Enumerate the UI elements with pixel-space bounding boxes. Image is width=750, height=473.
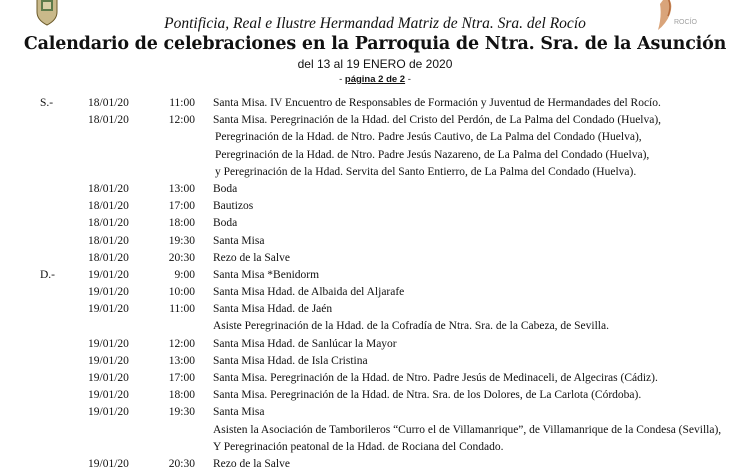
page-title: Calendario de celebraciones en la Parroquia de Ntra. Sra. de la Asunción: [23, 34, 727, 54]
event-description: Rezo de la Salve: [213, 251, 290, 264]
event-time: 12:00: [168, 337, 195, 350]
event-date: 19/01/20: [88, 457, 129, 470]
event-description: Peregrinación de la Hdad. de Ntro. Padre Jesús Nazareno, de La Palma del Condado (Huelva),: [215, 148, 650, 161]
event-time: 20:30: [168, 251, 195, 264]
event-description: Peregrinación de la Hdad. de Ntro. Padre Jesús Cautivo, de La Palma del Condado (Huelva),: [215, 131, 642, 144]
event-date: 19/01/20: [88, 337, 129, 350]
schedule-row: [0, 129, 750, 146]
event-date: 19/01/20: [88, 389, 129, 402]
schedule-row: [0, 112, 750, 129]
schedule-row: [0, 301, 750, 318]
event-description: Santa Misa Hdad. de Sanlúcar la Mayor: [213, 337, 397, 350]
event-date: 19/01/20: [88, 354, 129, 367]
event-description: Santa Misa Hdad. de Isla Cristina: [213, 354, 368, 367]
event-date: 18/01/20: [88, 217, 129, 230]
event-description: Bautizos: [213, 200, 254, 213]
event-time: 11:00: [169, 303, 195, 316]
event-description: Santa Misa. Peregrinación de la Hdad. del Cristo del Perdón, de La Palma del Condado (Huelva),: [213, 114, 662, 127]
schedule-row: [0, 353, 750, 370]
event-date: 19/01/20: [88, 286, 129, 299]
schedule-list: [0, 95, 750, 473]
event-description: y Peregrinación de la Hdad. Servita del Santo Entierro, de La Palma del Condado (Huelva).: [215, 165, 637, 178]
day-label: S.-: [40, 97, 54, 109]
schedule-row: [0, 250, 750, 267]
date-range: del 13 al 19 ENERO de 2020: [297, 57, 453, 71]
event-description: Asisten la Asociación de Tamborileros “Curro el de Villamanrique”, de Villamanrique de la Condesa (Sevilla),: [213, 423, 722, 436]
event-date: 18/01/20: [88, 182, 129, 195]
schedule-row: [0, 215, 750, 232]
event-time: 19:30: [168, 406, 195, 419]
event-time: 9:00: [174, 268, 195, 281]
event-description: Boda: [213, 182, 238, 195]
event-time: 18:00: [168, 217, 195, 230]
event-time: 20:30: [168, 457, 195, 470]
event-date: 19/01/20: [88, 372, 129, 384]
schedule-row: [0, 284, 750, 301]
schedule-row: [0, 164, 750, 181]
event-date: 18/01/20: [88, 114, 129, 127]
event-description: Santa Misa: [213, 406, 265, 419]
event-description: Santa Misa. Peregrinación de la Hdad. de Ntro. Padre Jesús de Medinaceli, de Algeciras (Cádiz).: [213, 372, 658, 384]
event-description: Santa Misa Hdad. de Jaén: [213, 303, 333, 316]
event-time: 10:00: [168, 286, 195, 299]
schedule-row: [0, 318, 750, 335]
event-description: Santa Misa *Benidorm: [213, 268, 320, 281]
event-time: 13:00: [168, 354, 195, 367]
schedule-row: [0, 404, 750, 421]
event-date: 19/01/20: [88, 406, 129, 419]
event-time: 13:00: [168, 182, 195, 195]
schedule-row: [0, 336, 750, 353]
schedule-row: [0, 456, 750, 473]
event-date: 18/01/20: [88, 97, 129, 109]
schedule-row: [0, 181, 750, 198]
schedule-row: [0, 422, 750, 439]
schedule-row: [0, 233, 750, 250]
schedule-row: [0, 387, 750, 404]
event-description: Santa Misa. IV Encuentro de Responsables de Formación y Juventud de Hermandades del Rocío.: [213, 97, 661, 109]
event-time: 17:00: [168, 200, 195, 213]
schedule-row: [0, 267, 750, 284]
event-date: 19/01/20: [88, 268, 129, 281]
event-time: 19:30: [168, 234, 195, 247]
event-description: Asiste Peregrinación de la Hdad. de la Cofradía de Ntra. Sra. de la Cabeza, de Sevilla.: [213, 320, 609, 333]
schedule-row: [0, 370, 750, 387]
event-description: Santa Misa: [213, 234, 265, 247]
event-time: 17:00: [168, 372, 195, 384]
brotherhood-name: Pontificia, Real e Ilustre Hermandad Matriz de Ntra. Sra. del Rocío: [164, 15, 586, 32]
day-label: D.-: [40, 268, 56, 281]
event-description: Santa Misa. Peregrinación de la Hdad. de Ntra. Sra. de los Dolores, de La Carlota (Córdoba).: [213, 389, 642, 402]
event-description: Santa Misa Hdad. de Albaida del Aljarafe: [213, 286, 405, 299]
event-time: 12:00: [168, 114, 195, 127]
schedule-row: [0, 198, 750, 215]
event-date: 18/01/20: [88, 234, 129, 247]
event-description: Y Peregrinación peatonal de la Hdad. de Rociana del Condado.: [213, 440, 504, 453]
event-date: 18/01/20: [88, 251, 129, 264]
event-date: 18/01/20: [88, 200, 129, 213]
event-time: 11:00: [169, 97, 195, 109]
event-date: 19/01/20: [88, 303, 129, 316]
svg-text:ROCÍO: ROCÍO: [674, 19, 697, 26]
event-description: Rezo de la Salve: [213, 457, 290, 470]
page-indicator: - página 2 de 2 -: [339, 74, 411, 85]
schedule-row: [0, 95, 750, 112]
schedule-row: [0, 439, 750, 456]
event-description: Boda: [213, 217, 238, 230]
event-time: 18:00: [168, 389, 195, 402]
schedule-row: [0, 147, 750, 164]
